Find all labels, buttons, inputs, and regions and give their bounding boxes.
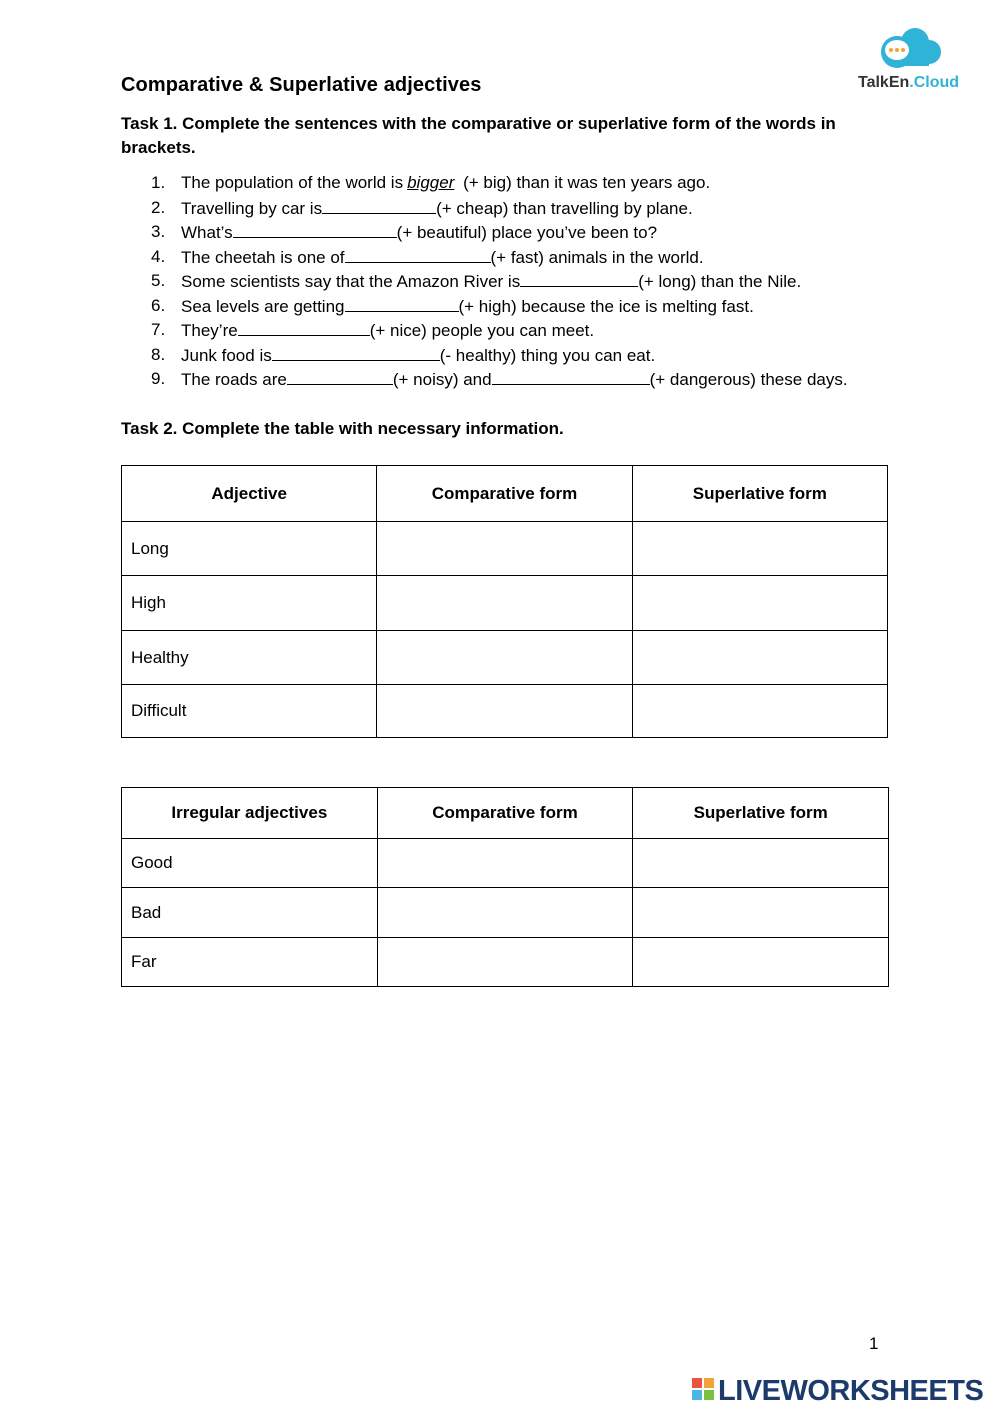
list-item: 7. They’re (+ nice) people you can meet. bbox=[151, 320, 595, 340]
column-header: Comparative form bbox=[377, 788, 633, 839]
list-item: 5. Some scientists say that the Amazon River is (+ long) than the Nile. bbox=[151, 271, 802, 291]
task1-heading: Task 1. Complete the sentences with the comparative or superlative form of the words in brackets. bbox=[121, 114, 836, 157]
answer-cell[interactable] bbox=[377, 576, 632, 631]
table-row bbox=[122, 888, 889, 938]
adjective-cell: High bbox=[122, 576, 377, 631]
answer-cell[interactable] bbox=[632, 685, 887, 738]
irregular-adjective-table bbox=[121, 787, 889, 987]
liveworksheets-icon bbox=[692, 1378, 716, 1404]
answer-blank[interactable] bbox=[492, 367, 650, 385]
answer-cell[interactable] bbox=[632, 522, 887, 576]
adjective-cell: Long bbox=[122, 522, 377, 576]
page-number: 1 bbox=[869, 1334, 879, 1353]
footer-brand[interactable]: LIVEWORKSHEETS bbox=[718, 1375, 984, 1407]
table-row bbox=[122, 839, 889, 888]
list-item: 6. Sea levels are getting (+ high) because the ice is melting fast. bbox=[151, 295, 754, 316]
answer-cell[interactable] bbox=[377, 631, 632, 685]
table-row bbox=[122, 576, 888, 631]
brand-name: TalkEn.Cloud bbox=[858, 74, 960, 91]
list-item: 9. The roads are (+ noisy) and (+ dangerous) these days. bbox=[151, 369, 848, 389]
answer-blank[interactable] bbox=[322, 196, 436, 214]
brand-logo bbox=[855, 26, 970, 96]
answer-cell[interactable] bbox=[377, 888, 633, 938]
column-header: Irregular adjectives bbox=[122, 788, 378, 839]
sentence-list bbox=[121, 171, 901, 392]
answer-cell[interactable] bbox=[377, 522, 632, 576]
adjective-cell: Healthy bbox=[122, 631, 377, 685]
list-item: 1. The population of the world is bigger (+ big) than it was ten years ago. bbox=[151, 173, 711, 192]
table-row bbox=[122, 685, 888, 738]
table-row bbox=[122, 938, 889, 987]
adjective-table bbox=[121, 465, 888, 738]
list-item: 4. The cheetah is one of (+ fast) animals in the world. bbox=[151, 246, 704, 267]
answer-cell[interactable] bbox=[377, 938, 633, 987]
answer-cell[interactable] bbox=[633, 839, 889, 888]
column-header: Comparative form bbox=[377, 466, 632, 522]
adjective-cell: Far bbox=[122, 938, 378, 987]
page-title: Comparative & Superlative adjectives bbox=[121, 74, 482, 96]
list-item: 3. What’s (+ beautiful) place you’ve been to? bbox=[151, 222, 658, 242]
answer-cell[interactable] bbox=[633, 938, 889, 987]
answer-blank[interactable] bbox=[272, 343, 440, 361]
adjective-cell: Difficult bbox=[122, 685, 377, 738]
answer-blank[interactable] bbox=[233, 220, 397, 238]
column-header: Adjective bbox=[122, 466, 377, 522]
task2-heading: Task 2. Complete the table with necessary information. bbox=[121, 419, 564, 438]
answer-blank[interactable] bbox=[520, 269, 638, 287]
answer-blank[interactable] bbox=[345, 294, 459, 312]
adjective-cell: Good bbox=[122, 839, 378, 888]
answer-blank[interactable] bbox=[345, 245, 491, 263]
answer-cell[interactable] bbox=[377, 839, 633, 888]
answer-cell[interactable] bbox=[377, 685, 632, 738]
answer-blank[interactable] bbox=[238, 318, 370, 336]
answer-cell[interactable] bbox=[632, 631, 887, 685]
list-item: 8. Junk food is (- healthy) thing you can eat. bbox=[151, 344, 656, 365]
column-header: Superlative form bbox=[632, 466, 887, 522]
answer-blank[interactable] bbox=[287, 367, 393, 385]
table-row bbox=[122, 631, 888, 685]
list-item: 2. Travelling by car is (+ cheap) than travelling by plane. bbox=[151, 197, 693, 218]
column-header: Superlative form bbox=[633, 788, 889, 839]
adjective-cell: Bad bbox=[122, 888, 378, 938]
chat-cloud-icon bbox=[879, 26, 943, 72]
answer-cell[interactable] bbox=[633, 888, 889, 938]
answer-cell[interactable] bbox=[632, 576, 887, 631]
table-row bbox=[122, 522, 888, 576]
answer-bigger: bigger bbox=[407, 173, 455, 192]
